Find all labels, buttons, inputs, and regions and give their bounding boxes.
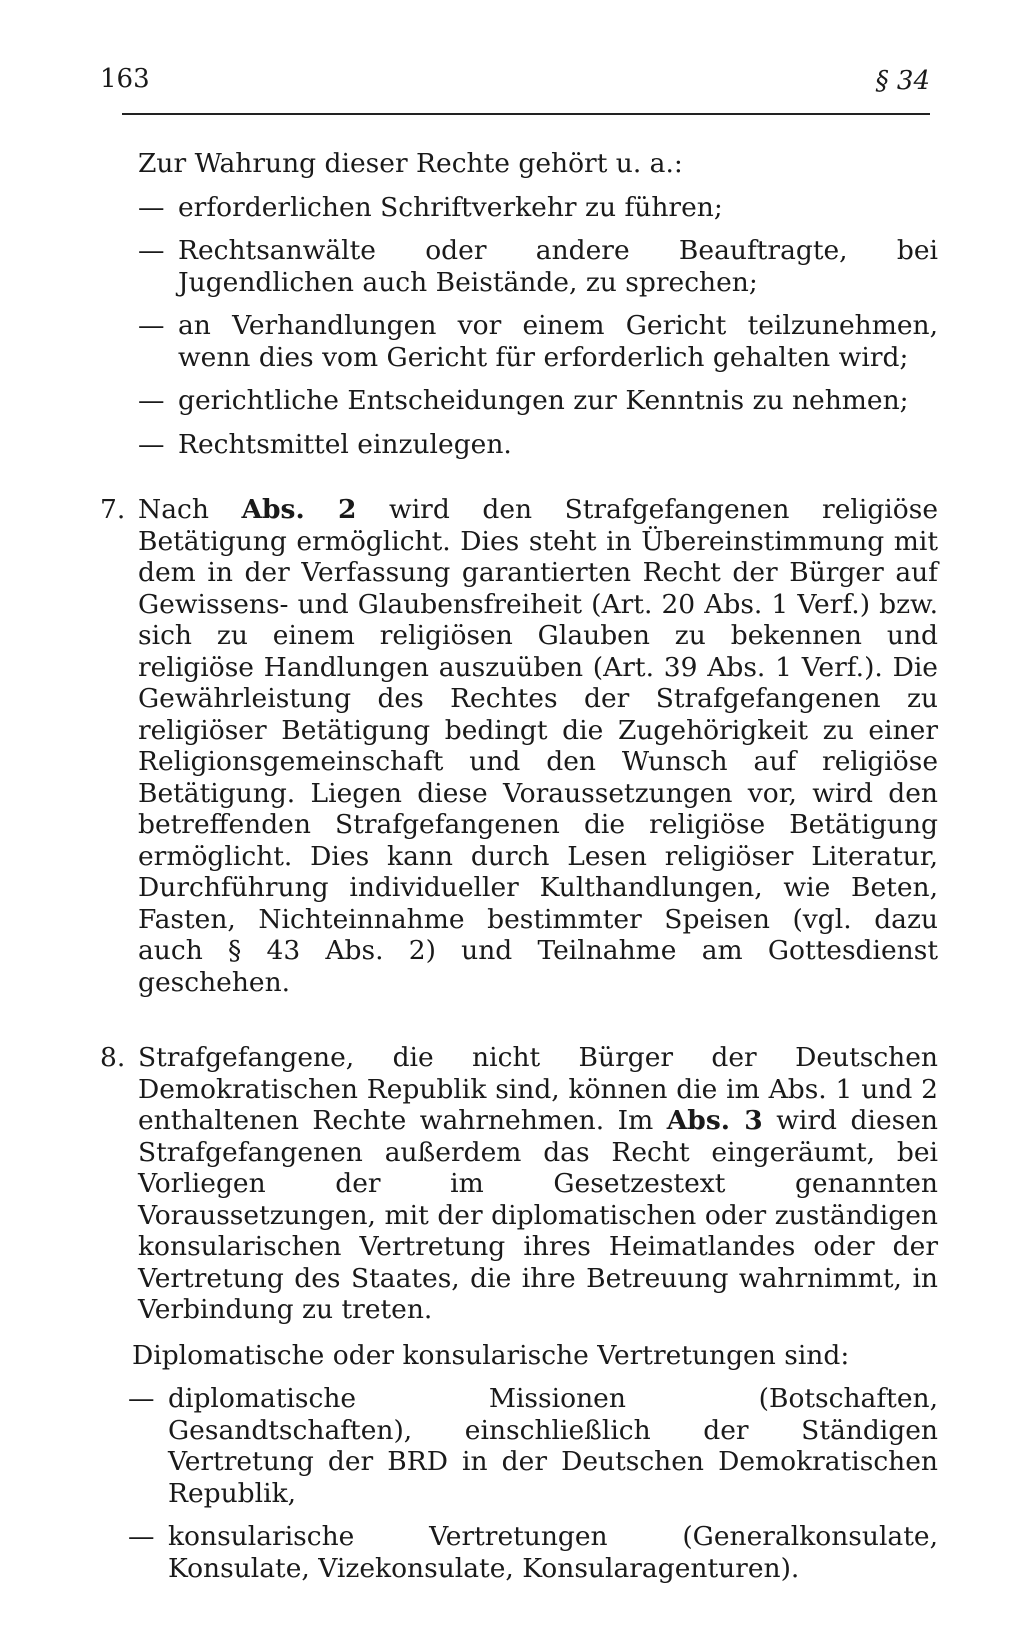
list-item-text: diplomatische Missionen (Botschaften, Gesandtschaften), einschließlich der Ständigen Vertretung der BRD in der Deutschen Demokratischen Republik, bbox=[168, 1383, 938, 1509]
dash-marker: — bbox=[138, 428, 165, 460]
paragraph-prefix: Strafgefangene, die nicht Bürger der Deutschen Demokratischen Republik sind, können die im Abs. 1 und 2 enthaltenen Rechte wahrnehmen. Im bbox=[138, 1042, 938, 1136]
dash-marker: — bbox=[138, 385, 165, 416]
paragraph-bold-reference: Abs. 2 bbox=[241, 494, 357, 525]
list-item bbox=[100, 429, 938, 461]
section-reference: § 34 bbox=[875, 66, 930, 96]
paragraph-8 bbox=[100, 1042, 938, 1326]
list-item bbox=[100, 385, 938, 417]
paragraph-bold-reference: Abs. 3 bbox=[666, 1105, 763, 1136]
page-body bbox=[100, 148, 938, 1584]
list-item-text: Rechtsmittel einzulegen. bbox=[178, 428, 512, 460]
list-item bbox=[100, 235, 938, 298]
dash-marker: — bbox=[128, 1521, 155, 1552]
list-item-text: gerichtliche Entscheidungen zur Kenntnis zu nehmen; bbox=[178, 385, 909, 416]
list-item bbox=[100, 1521, 938, 1584]
list-item bbox=[100, 310, 938, 373]
dash-marker: — bbox=[128, 1383, 155, 1414]
representations-list bbox=[100, 1383, 938, 1584]
page-header bbox=[100, 58, 930, 98]
list-item-text: Rechtsanwälte oder andere Beauftragte, bei Jugendlichen auch Beistände, zu sprechen; bbox=[178, 235, 938, 298]
dash-marker: — bbox=[138, 191, 165, 223]
list-item-text: erforderlichen Schriftverkehr zu führen; bbox=[178, 191, 723, 223]
paragraph-7 bbox=[100, 494, 938, 998]
list-item-text: an Verhandlungen vor einem Gericht teilzunehmen, wenn dies vom Gericht für erforderlich gehalten wird; bbox=[178, 310, 938, 373]
representations-intro: Diplomatische oder konsularische Vertretungen sind: bbox=[132, 1339, 850, 1371]
paragraph-prefix: Nach bbox=[138, 494, 242, 525]
header-rule bbox=[122, 113, 930, 115]
rights-list bbox=[100, 192, 938, 461]
dash-marker: — bbox=[138, 235, 165, 266]
rights-intro: Zur Wahrung dieser Rechte gehört u. a.: bbox=[138, 148, 683, 179]
page-number: 163 bbox=[100, 64, 150, 94]
list-item-text: konsularische Vertretungen (Generalkonsulate, Konsulate, Vizekonsulate, Konsularagenturen). bbox=[168, 1521, 938, 1584]
paragraph-number: 7. bbox=[100, 494, 126, 525]
paragraph-number: 8. bbox=[100, 1042, 126, 1073]
list-item bbox=[100, 192, 938, 224]
paragraph-text: wird diesen Strafgefangenen außerdem das Recht eingeräumt, bei Vorliegen der im Gesetzestext genannten Voraussetzungen, mit der diplomatischen oder zuständigen konsularischen Vertretung ihres Heimatlandes oder der Vertretung des Staates, die ihre Betreuung wahrnimmt, in Verbindung zu treten. bbox=[138, 1105, 938, 1325]
paragraph-text: wird den Strafgefangenen religiöse Betätigung ermöglicht. Dies steht in Übereinstimmung mit dem in der Verfassung garantierten Recht der Bürger auf Gewissens- und Glaubensfreiheit (Art. 20 Abs. 1 Verf.) bzw. sich zu einem religiösen Glauben zu bekennen und religiöse Handlungen auszuüben (Art. 39 Abs. 1 Verf.). Die Gewährleistung des Rechtes der Strafgefangenen zu religiöser Betätigung bedingt die Zugehörigkeit zu einer Religionsgemeinschaft und den Wunsch auf religiöse Betätigung. Liegen diese Voraussetzungen vor, wird den betreffenden Strafgefangenen die religiöse Betätigung ermöglicht. Dies kann durch Lesen religiöser Literatur, Durchführung individueller Kulthandlungen, wie Beten, Fasten, Nichteinnahme bestimmter Speisen (vgl. dazu auch § 43 Abs. 2) und Teilnahme am Gottesdienst geschehen. bbox=[138, 494, 938, 998]
list-item bbox=[100, 1383, 938, 1509]
dash-marker: — bbox=[138, 310, 165, 341]
